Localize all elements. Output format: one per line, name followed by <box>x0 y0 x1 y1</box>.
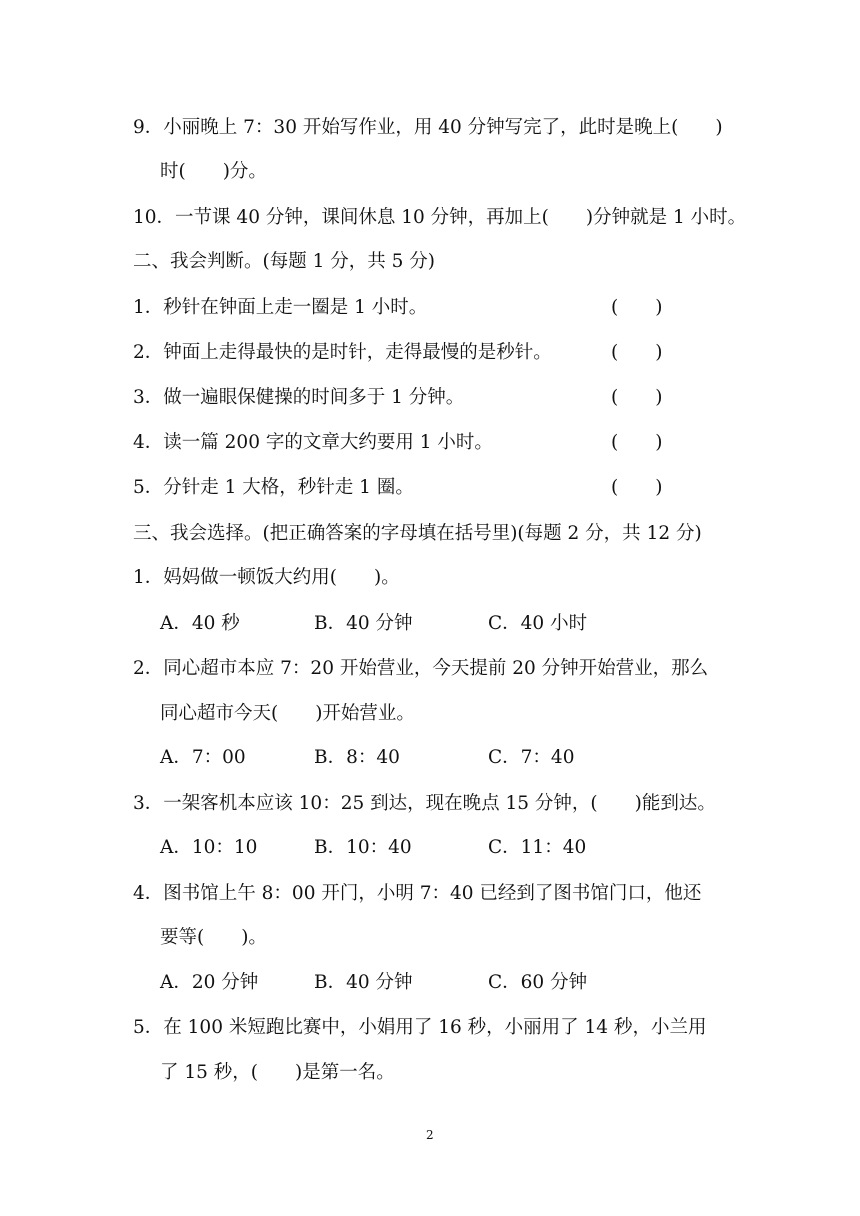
choice-q2-option-a[interactable]: A．7：00 <box>160 747 246 768</box>
choice-q4-stem-line2: 要等( )。 <box>160 927 267 948</box>
choice-q3-option-b[interactable]: B．10：40 <box>314 837 412 858</box>
choice-q4-option-c[interactable]: C．60 分钟 <box>488 972 588 993</box>
section-2-heading: 二、我会判断。(每题 1 分，共 5 分) <box>133 251 435 272</box>
choice-q5-stem-line2: 了 15 秒，( )是第一名。 <box>160 1062 395 1083</box>
q9-line1: 9．小丽晚上 7：30 开始写作业，用 40 分钟写完了，此时是晚上( ) <box>133 117 723 138</box>
choice-q2-stem-line1: 2．同心超市本应 7：20 开始营业，今天提前 20 分钟开始营业，那么 <box>133 658 709 679</box>
choice-q4-stem-line1: 4．图书馆上午 8：00 开门，小明 7：40 已经到了图书馆门口，他还 <box>133 883 702 904</box>
choice-q2-stem-line2: 同心超市今天( )开始营业。 <box>160 703 415 724</box>
judge-answer-4[interactable]: ( ) <box>611 432 663 453</box>
judge-answer-1[interactable]: ( ) <box>611 297 663 318</box>
choice-q1-option-a[interactable]: A．40 秒 <box>160 613 240 634</box>
choice-q5-stem-line1: 5．在 100 米短跑比赛中，小娟用了 16 秒，小丽用了 14 秒，小兰用 <box>133 1017 707 1038</box>
judge-item-4: 4．读一篇 200 字的文章大约要用 1 小时。 <box>133 432 493 453</box>
page-number: 2 <box>426 1128 434 1142</box>
judge-answer-5[interactable]: ( ) <box>611 477 663 498</box>
choice-q2-option-b[interactable]: B．8：40 <box>314 747 400 768</box>
choice-q1-option-b[interactable]: B．40 分钟 <box>314 613 413 634</box>
q10: 10．一节课 40 分钟，课间休息 10 分钟，再加上( )分钟就是 1 小时。 <box>133 207 747 228</box>
choice-q3-stem: 3．一架客机本应该 10：25 到达，现在晚点 15 分钟，( )能到达。 <box>133 793 716 814</box>
q9-line2: 时( )分。 <box>160 161 267 182</box>
judge-item-2: 2．钟面上走得最快的是时针，走得最慢的是秒针。 <box>133 342 552 363</box>
choice-q1-stem: 1．妈妈做一顿饭大约用( )。 <box>133 567 400 588</box>
choice-q2-option-c[interactable]: C．7：40 <box>488 747 575 768</box>
choice-q3-option-c[interactable]: C．11：40 <box>488 837 587 858</box>
judge-answer-3[interactable]: ( ) <box>611 387 663 408</box>
choice-q4-option-b[interactable]: B．40 分钟 <box>314 972 413 993</box>
choice-q4-option-a[interactable]: A．20 分钟 <box>160 972 259 993</box>
judge-item-5: 5．分针走 1 大格，秒针走 1 圈。 <box>133 477 414 498</box>
choice-q3-option-a[interactable]: A．10：10 <box>160 837 258 858</box>
judge-item-3: 3．做一遍眼保健操的时间多于 1 分钟。 <box>133 387 465 408</box>
judge-answer-2[interactable]: ( ) <box>611 342 663 363</box>
judge-item-1: 1．秒针在钟面上走一圈是 1 小时。 <box>133 297 428 318</box>
choice-q1-option-c[interactable]: C．40 小时 <box>488 613 588 634</box>
section-3-heading: 三、我会选择。(把正确答案的字母填在括号里)(每题 2 分，共 12 分) <box>133 523 702 544</box>
